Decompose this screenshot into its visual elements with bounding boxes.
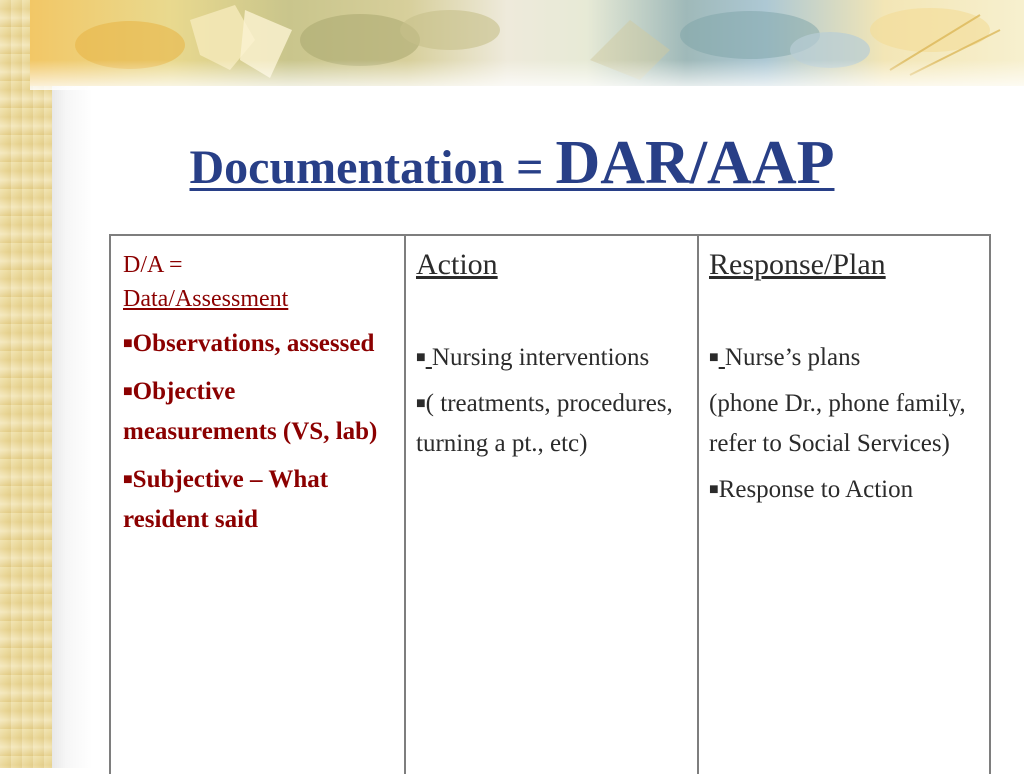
page-title: [0, 128, 1024, 199]
dar-table: [109, 234, 991, 774]
banner-fade: [30, 60, 1024, 90]
list-item: ■( treatments, procedures, turning a pt., etc): [416, 390, 673, 457]
column-response-plan-content: [709, 246, 981, 510]
left-decorative-strip: [0, 0, 52, 768]
bullet-square-icon: ■: [123, 471, 133, 488]
title-highlight: DAR/AAP: [555, 129, 835, 197]
list-item: ■Subjective – What resident said: [123, 466, 329, 533]
column-response-plan: [697, 234, 991, 774]
list-item: ■Observations, assessed: [123, 330, 375, 357]
bullet-square-icon: ■: [416, 349, 426, 366]
list-item: ■ Nurse’s plans: [709, 344, 861, 371]
bullet-square-icon: ■: [123, 335, 133, 352]
column-header-line2: Data/Assessment: [123, 286, 289, 312]
column-data-assessment-content: [123, 248, 393, 540]
list-item: ■ Nursing interventions: [416, 344, 650, 371]
column-header-response-plan: Response/Plan: [709, 248, 886, 281]
bullet-square-icon: ■: [709, 481, 719, 498]
list-item: ■Objective measurements (VS, lab): [123, 378, 378, 445]
column-header-action: Action: [416, 248, 498, 281]
title-main: Documentation =: [189, 141, 556, 194]
list-item: (phone Dr., phone family, refer to Social Services): [709, 390, 966, 457]
column-header-line1: D/A =: [123, 252, 183, 278]
bullet-square-icon: ■: [709, 349, 719, 366]
bullet-square-icon: ■: [416, 395, 426, 412]
column-action: [404, 234, 697, 774]
bullet-square-icon: ■: [123, 383, 133, 400]
column-data-assessment: [109, 234, 404, 774]
column-action-content: [416, 246, 688, 464]
list-item: ■Response to Action: [709, 476, 914, 503]
